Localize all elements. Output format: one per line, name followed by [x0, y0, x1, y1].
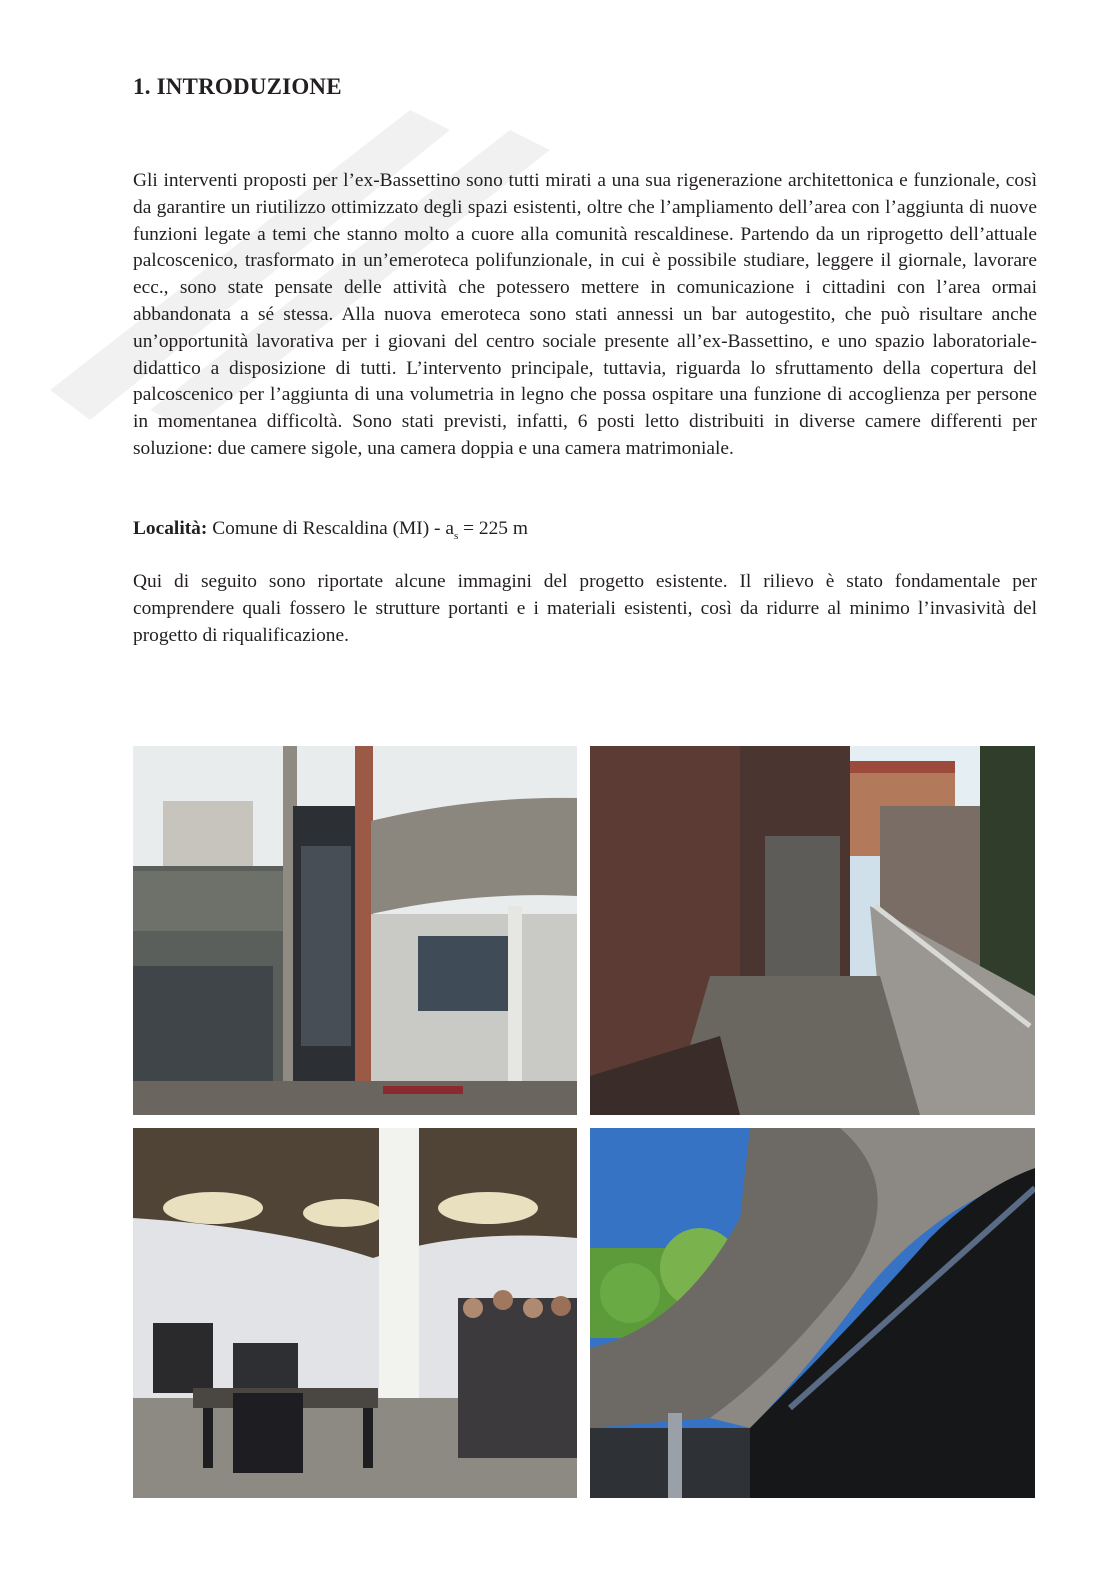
section-heading: 1. INTRODUZIONE [133, 74, 342, 99]
location-line [133, 516, 1037, 543]
location-value: Comune di Rescaldina (MI) - a [212, 518, 454, 539]
intro-paragraph: Gli interventi proposti per l’ex-Bassettino sono tutti mirati a una sua rigenerazione architettonica e funzionale, così da garantire un riutilizzo ottimizzato degli spazi esistenti, oltre che l’ampliamento dell’area con l’aggiunta di nuove funzioni legate a temi che stanno molto a cuore alla comunità rescaldinese. Partendo da un riprogetto dell’attuale palcoscenico, trasformato in un’emeroteca polifunzionale, in cui è possibile studiare, leggere il giornale, lavorare ecc., sono state pensate delle attività che potessero mettere in comunicazione i cittadini con l’area ormai abbandonata a sé stessa. Alla nuova emeroteca sono stati annessi un bar autogestito, che può risultare anche un’opportunità lavorativa per i giovani del centro sociale presente all’ex-Bassettino, e uno spazio laboratoriale-didattico a disposizione di tutti. L’intervento principale, tuttavia, riguarda lo sfruttamento della copertura del palcoscenico per l’aggiunta di una volumetria in legno che possa ospitare una funzione di accoglienza per persone in momentanea difficoltà. Sono stati previsti, infatti, 6 posti letto distribuiti in diverse camere differenti per soluzione: due camere sigole, una camera doppia e una camera matrimoniale. [133, 170, 1037, 459]
altitude-value: = 225 m [458, 518, 528, 539]
location-label: Località: [133, 518, 208, 539]
survey-paragraph: Qui di seguito sono riportate alcune immagini del progetto esistente. Il rilievo è stato fondamentale per comprendere quali fossero le strutture portanti e i materiali esistenti, così da ridurre al minimo l’invasività del progetto di riqualificazione. [133, 571, 1037, 646]
photo-facade-exterior [133, 746, 577, 1115]
photo-interior-hall [133, 1128, 577, 1498]
altitude-subscript: s [453, 530, 459, 542]
photo-curved-concrete-canopy [590, 1128, 1035, 1498]
photo-side-passage-ramp [590, 746, 1035, 1115]
